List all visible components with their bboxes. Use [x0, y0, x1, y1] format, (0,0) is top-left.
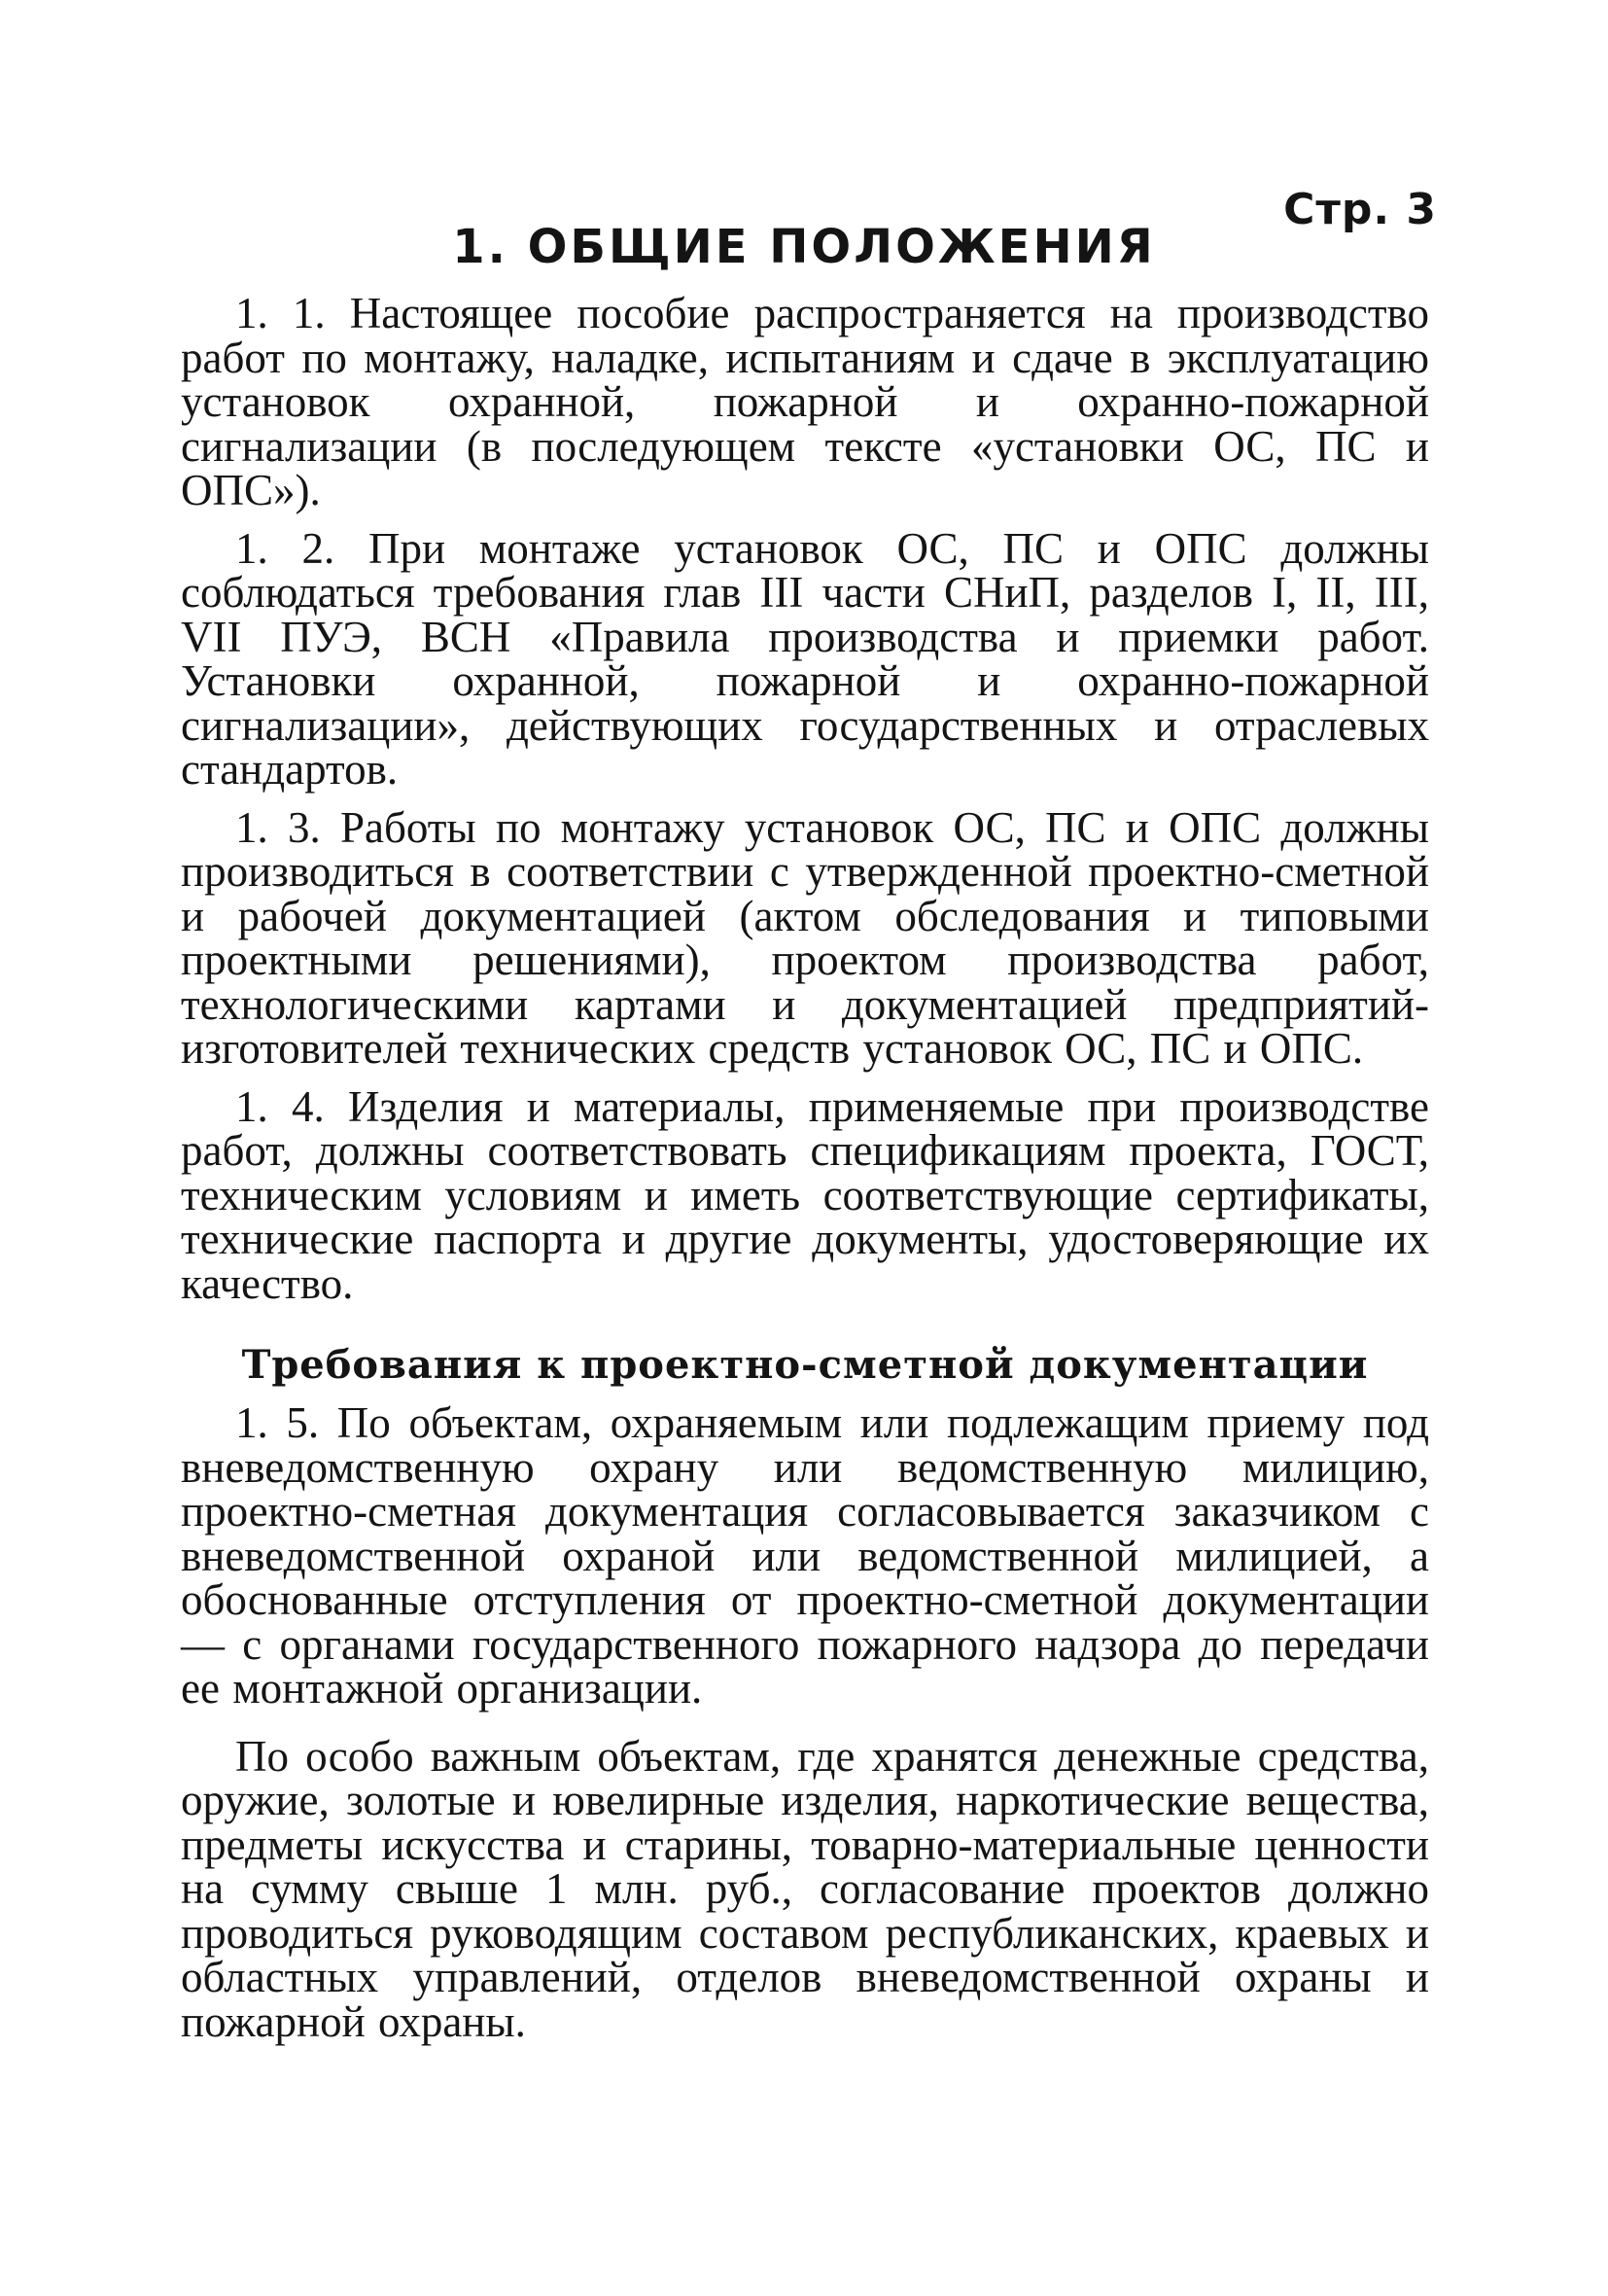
paragraph-1-4: 1. 4. Изделия и материалы, применяемые при производстве работ, должны соответствовать спецификациям проекта, ГОСТ, техническим условиям и иметь соответствующие сертификаты, технические паспорта и другие документы, удостоверяющие их качество.	[181, 1081, 1429, 1308]
paragraph-1-1: 1. 1. Настоящее пособие распространяется на производство работ по монтажу, наладке, испытаниям и сдаче в эксплуатацию установок охранной, пожарной и охранно-пожарной сигнализации (в последующем тексте «установки ОС, ПС и ОПС»).	[181, 289, 1429, 514]
paragraph-1-2: 1. 2. При монтаже установок ОС, ПС и ОПС должны соблюдаться требования глав III части СНиП, разделов I, II, III, VII ПУЭ, ВСН «Правила производства и приемки работ. Установки охранной, пожарной и охранно-пожарной сигнализации», действующих государственных и отраслевых стандартов.	[181, 523, 1429, 794]
paragraph-special-objects: По особо важным объектам, где хранятся денежные средства, оружие, золотые и ювелирные изделия, наркотические вещества, предметы искусства и старины, товарно-материальные ценности на сумму свыше 1 млн. руб., согласование проектов должно проводиться руководящим составом республиканских, краевых и областных управлений, отделов вневедомственной охраны и пожарной охраны.	[181, 1731, 1429, 2046]
paragraph-1-5: 1. 5. По объектам, охраняемым или подлежащим приему под вневедомственную охрану или ведомственную милицию, проектно-сметная документация согласовывается заказчиком с вневедомственной охраной или ведомственной милицией, а обоснованные отступления от проектно-сметной документации — с органами государственного пожарного надзора до передачи ее монтажной организации.	[181, 1398, 1429, 1713]
section-title: 1. ОБЩИЕ ПОЛОЖЕНИЯ	[452, 220, 1156, 274]
page-number: Стр. 3	[1283, 185, 1437, 234]
subsection-title: Требования к проектно-сметной документации	[241, 1342, 1369, 1388]
document-body	[181, 289, 1429, 2046]
paragraph-1-3: 1. 3. Работы по монтажу установок ОС, ПС и ОПС должны производиться в соответствии с утвержденной проектно-сметной и рабочей документацией (актом обследования и типовыми проектными решениями), проектом производства работ, технологическими картами и документацией предприятий-изготовителей технических средств установок ОС, ПС и ОПС.	[181, 802, 1429, 1073]
